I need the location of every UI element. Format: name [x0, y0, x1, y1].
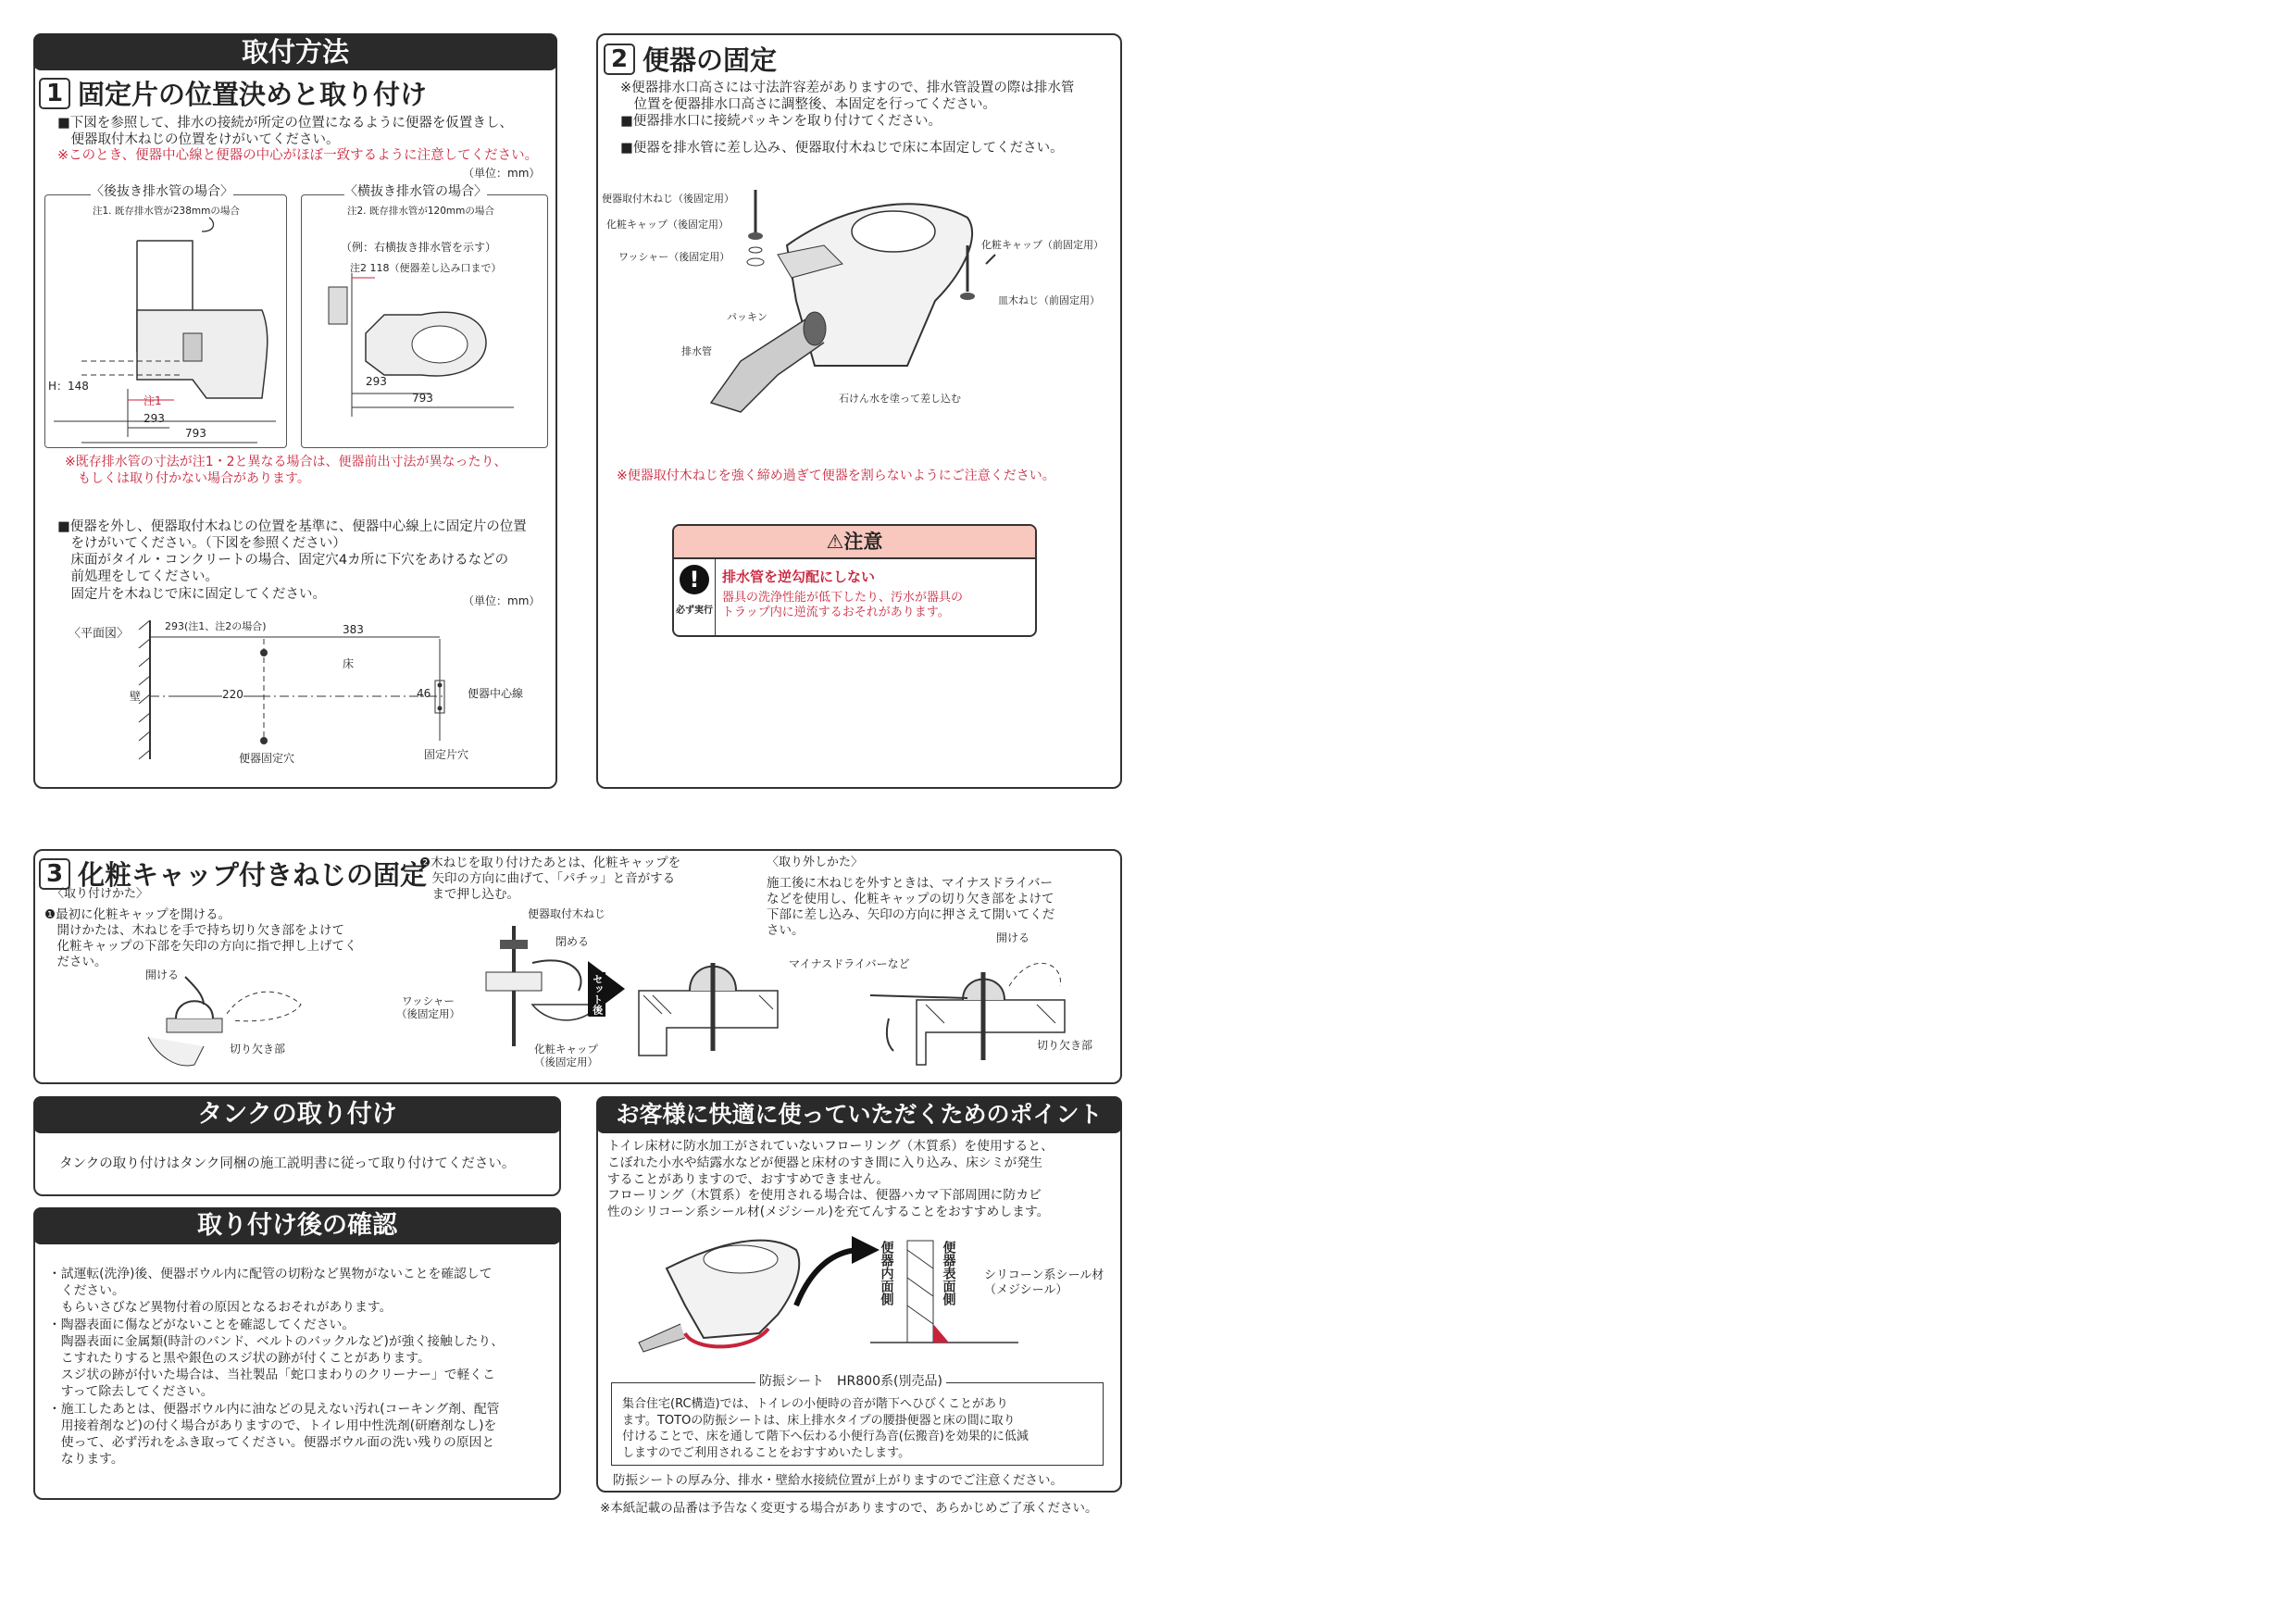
tips-header: お客様に快適に使っていただくためのポイント: [596, 1096, 1122, 1133]
caution-heading: 排水管を逆勾配にしない: [722, 568, 876, 585]
unit-label: （単位：mm）: [463, 167, 541, 180]
plan-hole-toilet: 便器固定穴: [239, 752, 295, 765]
tips-body: トイレ床材に防水加工がされていないフローリング（木質系）を使用すると、 こぼれた小水や結露水などが便器と床材のすき間に入り込み、床シミが発生 することがありますので、おすすめできません。 フローリング（木質系）を使用される場合は、便器ハカマ下部周囲に防カビ 性のシリコーン系シール材(メジシール)を充てんすることをおすすめします。: [607, 1139, 1054, 1220]
step-number-3: 3: [39, 858, 70, 890]
side-dim-793: 793: [412, 392, 433, 405]
notch-label: 切り欠き部: [230, 1043, 286, 1056]
s1-instruction-2: ■便器を外し、便器取付木ねじの位置を基準に、便器中心線上に固定片の位置 をけがいてください。（下図を参照ください） 床面がタイル・コンクリートの場合、固定穴4カ所に下穴をあけるなどの 前処理をしてください。 固定片を木ねじで床に固定してください。: [57, 519, 527, 602]
plan-dim-293: 293(注1、注2の場合): [165, 620, 267, 632]
plan-title: 〈平面図〉: [69, 627, 130, 641]
s2-line-2: 位置を便器排水口高さに調整後、本固定を行ってください。: [620, 97, 996, 112]
washer-label: ワッシャー （後固定用）: [396, 994, 460, 1021]
footer-note: ※本紙記載の品番は予告なく変更する場合がありますので、あらかじめご了承ください。: [600, 1501, 1098, 1516]
close-label: 閉める: [555, 935, 590, 948]
open-label-2: 開ける: [996, 931, 1030, 944]
check-body: ・試運転(洗浄)後、便器ボウル内に配管の切粉など異物がないことを確認して ください。 もらいさびなど異物付着の原因となるおそれがあります。 ・陶器表面に傷などがないことを確認してください。 陶器表面に金属類(時計のバンド、ベルトのバックルなど)が強く接触したり、 こすれたりすると黒や銀色のスジ状の跡が付くことがあります。 スジ状の跡が付いた場合は、当社製品「蛇口まわりのクリーナー」で軽くこ すって除去してください。 ・施工したあとは、便器ボウル内に油などの見えない汚れ(コーキング剤、配管 用接着剤など)の付く場合がありますので、トイレ用中性洗剤(研磨剤なし)を 使って、必ず汚れをふき取ってください。便器ボウル面の洗い残りの原因と なります。: [48, 1267, 504, 1468]
sheet-body: 集合住宅(RC構造)では、トイレの小便時の音が階下へひびくことがあり ます。TOTOの防振シートは、床上排水タイプの腰掛便器と床の間に取り 付けることで、床を通して階下へ伝わる小便行為音(伝搬音)を効果的に低減 しますのでご利用されることをおすすめいたします。: [622, 1397, 1029, 1460]
s2-warning: ※便器取付木ねじを強く締め過ぎて便器を割らないようにご注意ください。: [617, 468, 1055, 483]
height-label: H：148: [48, 380, 89, 393]
plan-dim-220: 220: [222, 688, 243, 701]
sheet-title: 防振シート HR800系(別売品): [755, 1374, 946, 1391]
caution-box: [672, 524, 1037, 637]
plan-view-drawing: [130, 620, 463, 768]
label-cap-front: 化粧キャップ（前固定用）: [981, 239, 1104, 251]
rear-dim-793: 793: [185, 427, 206, 440]
side-dim-293: 293: [366, 375, 387, 388]
side-toilet-drawing: [301, 194, 546, 446]
label-screw-rear: 便器取付木ねじ（後固定用）: [602, 193, 734, 205]
mandatory-icon-cell: [674, 559, 716, 635]
caution-header: ⚠注意: [674, 526, 1035, 559]
rear-dim-293: 293: [144, 412, 165, 425]
outside-label: 便器表面側: [941, 1241, 956, 1305]
tank-body: タンクの取り付けはタンク同梱の施工説明書に従って取り付けてください。: [59, 1156, 516, 1171]
s1-instruction: ■下図を参照して、排水の接続が所定の位置になるように便器を仮置きし、 便器取付木ねじの位置をけがいてください。: [57, 116, 513, 148]
unit-label-2: （単位：mm）: [463, 594, 541, 607]
check-header: 取り付け後の確認: [33, 1207, 561, 1244]
set-label: セット後: [589, 972, 605, 1017]
plan-hole-fixing: 固定片穴: [424, 748, 469, 761]
note1-label: 注1: [144, 394, 162, 407]
inside-label: 便器内面側: [879, 1241, 894, 1305]
rear-drain-title: 〈後抜き排水管の場合〉: [91, 184, 233, 199]
side-drain-example: （例：右横抜き排水管を示す）: [341, 241, 497, 254]
plan-dim-46: 46: [417, 687, 431, 700]
step-number-1: 1: [39, 78, 70, 109]
s2-line-5: ■便器を排水管に差し込み、便器取付木ねじで床に本固定してください。: [620, 141, 1064, 156]
toilet-fixing-drawing: [685, 181, 1000, 412]
section-3-title: 3 化粧キャップ付きねじの固定: [39, 855, 427, 893]
label-washer-rear: ワッシャー（後固定用）: [618, 251, 730, 263]
rear-toilet-drawing: [44, 194, 285, 446]
remove-text: 施工後に木ねじを外すときは、マイナスドライバー などを使用し、化粧キャップの切り欠き部をよけて 下部に差し込み、矢印の方向に押さえて開いてくだ さい。: [767, 876, 1055, 938]
label-soap: 石けん水を塗って差し込む: [839, 393, 961, 405]
step2-text: ❷木ねじを取り付けたあとは、化粧キャップを 矢印の方向に曲げて、「パチッ」と音がする まで押し込む。: [419, 856, 681, 902]
s2-line-3: ■便器排水口に接続パッキンを取り付けてください。: [620, 114, 942, 129]
how-to-attach: 〈取り付けかた〉: [52, 887, 149, 901]
rear-drain-note: 注1. 既存排水管が238mmの場合: [93, 206, 240, 217]
cap-label: 化粧キャップ （後固定用）: [534, 1043, 598, 1069]
cap-set-drawing: [639, 935, 778, 1056]
side-drain-dim: 注2 118（便器差し込み口まで）: [350, 262, 502, 274]
s2-line-1: ※便器排水口高さには寸法許容差がありますので、排水管設置の際は排水管: [620, 81, 1075, 95]
s1-note-red: ※このとき、便器中心線と便器の中心がほぼ一致するように注意してください。: [57, 148, 539, 163]
section-2-title: 2 便器の固定: [604, 40, 777, 78]
plan-floor: 床: [343, 657, 355, 670]
open-label: 開ける: [145, 968, 180, 981]
label-packing: パッキン: [727, 311, 767, 323]
sealant-label: シリコーン系シール材 （メジシール）: [984, 1268, 1104, 1298]
side-drain-title: 〈横抜き排水管の場合〉: [344, 184, 487, 199]
mandatory-label: 必ず実行: [676, 606, 713, 616]
label-screw-front: 皿木ねじ（前固定用）: [998, 294, 1100, 306]
step1-text: ❶最初に化粧キャップを開ける。 開けかたは、木ねじを手で持ち切り欠き部をよけて 化粧キャップの下部を矢印の方向に指で押し上げてく ださい。: [44, 907, 357, 969]
tank-header: タンクの取り付け: [33, 1096, 561, 1133]
plan-center-line: 便器中心線: [468, 687, 524, 700]
sheet-note: 防振シートの厚み分、排水・壁給水接続位置が上がりますのでご注意ください。: [613, 1473, 1063, 1488]
plan-dim-383: 383: [343, 623, 364, 636]
side-drain-note: 注2. 既存排水管が120mmの場合: [347, 206, 494, 217]
warning-triangle-icon: ⚠: [826, 531, 844, 553]
how-to-remove: 〈取り外しかた〉: [767, 856, 864, 869]
plan-wall: 壁: [130, 690, 142, 703]
driver-label: マイナスドライバーなど: [789, 957, 910, 970]
mandatory-action-icon: !: [680, 565, 709, 594]
screw-label: 便器取付木ねじ: [528, 907, 606, 920]
section-1-title: 1 固定片の位置決めと取り付け: [39, 74, 427, 112]
caution-body: 器具の洗浄性能が低下したり、汚水が器具の トラップ内に逆流するおそれがあります。: [722, 591, 964, 620]
notch-label-2: 切り欠き部: [1037, 1039, 1093, 1052]
step-number-2: 2: [604, 44, 635, 75]
label-cap-rear: 化粧キャップ（後固定用）: [606, 219, 729, 231]
install-header: 取付方法: [33, 33, 557, 70]
label-drain: 排水管: [681, 345, 712, 357]
s1-size-warning: ※既存排水管の寸法が注1・2と異なる場合は、便器前出寸法が異なったり、 もしくは取り付かない場合があります。: [65, 455, 507, 486]
